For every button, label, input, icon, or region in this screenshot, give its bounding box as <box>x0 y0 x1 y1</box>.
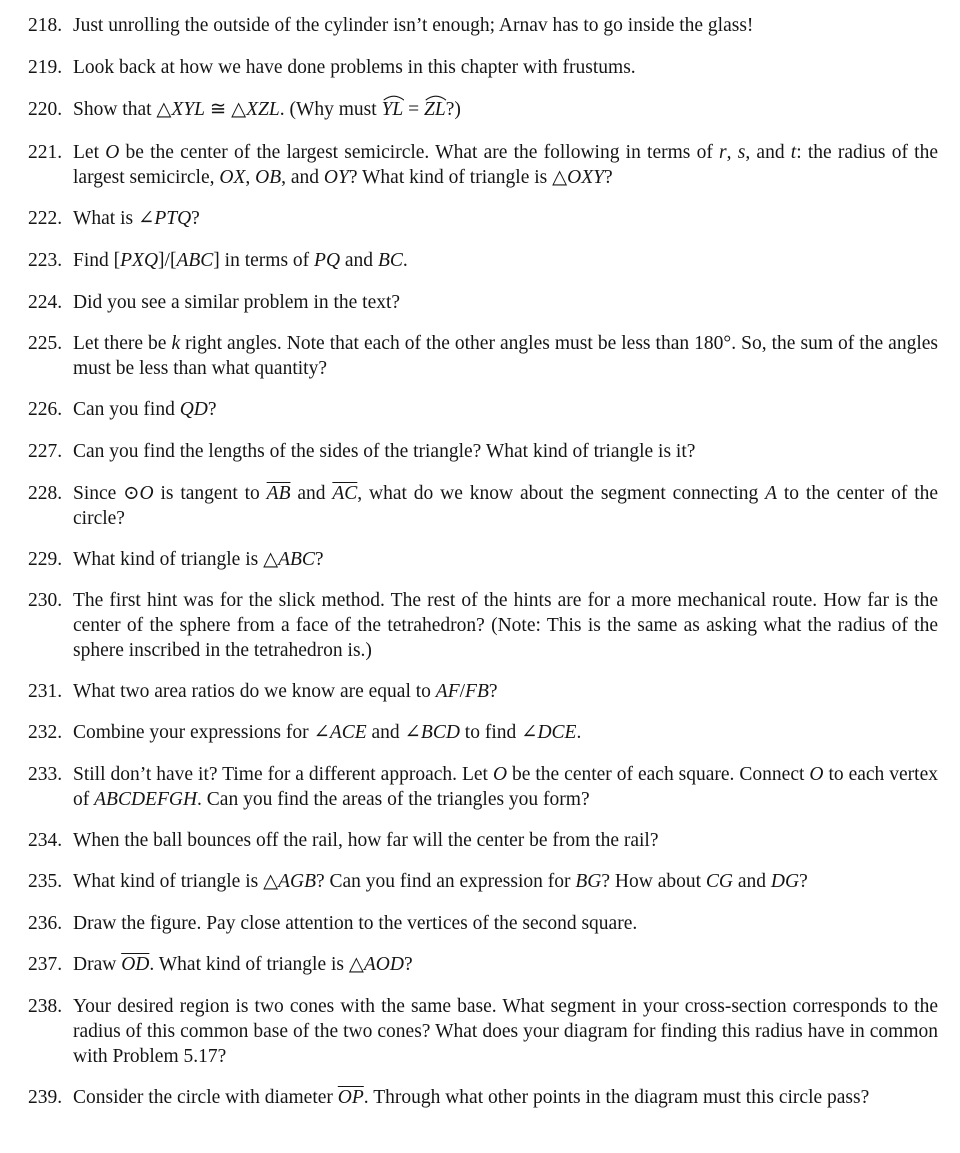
arc-label: YL <box>381 99 404 120</box>
hint-item <box>28 290 938 315</box>
text-run: Look back at how we have done problems in this chapter with frustums. <box>73 57 636 78</box>
hint-item <box>28 720 938 745</box>
hint-number: 236. <box>28 913 63 934</box>
math-symbol: DG <box>770 871 800 892</box>
math-symbol: ABC <box>176 250 214 271</box>
math-symbol: QD <box>179 399 208 420</box>
text-run: and <box>290 483 333 504</box>
text-run: Draw the figure. Pay close attention to the vertices of the second square. <box>73 913 638 934</box>
hint-number: 226. <box>28 399 63 420</box>
text-run: , and <box>281 167 324 188</box>
math-symbol: O <box>139 483 154 504</box>
hint-text <box>73 290 938 315</box>
hint-text <box>73 911 938 936</box>
hint-item <box>28 1085 938 1110</box>
text-run: Can you find the lengths of the sides of the triangle? What kind of triangle is it? <box>73 441 696 462</box>
math-symbol: s <box>737 142 746 163</box>
text-run: What kind of triangle is △ <box>73 871 279 892</box>
text-run: Consider the circle with diameter <box>73 1087 338 1108</box>
math-symbol: DCE <box>537 722 577 743</box>
text-run: Did you see a similar problem in the text? <box>73 292 401 313</box>
segment-symbol: $\overline{AC}$ <box>332 483 358 504</box>
hint-item <box>28 869 938 894</box>
text-run: Your desired region is two cones with the same base. What segment in your cross-section corresponds to the radius of this common base of the two cones? What does your diagram for finding this radius have in common with Problem 5.17? <box>73 996 938 1067</box>
text-run: Find [ <box>73 250 121 271</box>
text-run: . Can you find the areas of the triangles you form? <box>197 789 590 810</box>
hint-item <box>28 911 938 936</box>
hint-number: 220. <box>28 99 63 120</box>
hint-text <box>73 97 938 122</box>
hint-item <box>28 13 938 38</box>
math-symbol: BG <box>575 871 602 892</box>
hint-item <box>28 481 938 531</box>
hint-number: 227. <box>28 441 63 462</box>
text-run: and <box>733 871 771 892</box>
hint-number: 237. <box>28 954 63 975</box>
hint-text <box>73 331 938 381</box>
hint-number: 218. <box>28 15 63 36</box>
text-run: be the center of each square. Connect <box>507 764 810 785</box>
text-run: ? Can you find an expression for <box>315 871 576 892</box>
text-run: to each vertex of <box>73 764 938 810</box>
text-run: ?) <box>445 99 461 120</box>
text-run: : the radius of the largest semicircle, <box>73 142 939 188</box>
hint-text <box>73 952 938 977</box>
math-symbol: ABCDEFGH <box>94 789 198 810</box>
hint-text <box>73 397 938 422</box>
hint-item <box>28 206 938 231</box>
hint-text <box>73 994 938 1069</box>
hint-text <box>73 547 938 572</box>
math-symbol: ACE <box>329 722 367 743</box>
text-run: What kind of triangle is △ <box>73 549 279 570</box>
text-run: Let there be <box>73 333 172 354</box>
text-run: ? <box>314 549 324 570</box>
text-run: ? <box>191 208 200 229</box>
hint-text <box>73 762 938 812</box>
text-run: Show that △ <box>73 99 172 120</box>
text-run: . <box>576 722 582 743</box>
hint-text <box>73 439 938 464</box>
arc-mark <box>425 94 447 101</box>
math-symbol: PQ <box>314 250 341 271</box>
text-run: ? How about <box>601 871 706 892</box>
hint-text <box>73 140 938 190</box>
text-run: right angles. Note that each of the other angles must be less than 180°. So, the sum of the angles must be less than what quantity? <box>73 333 938 379</box>
hint-item <box>28 140 938 190</box>
math-symbol: O <box>492 764 508 785</box>
text-run: The first hint was for the slick method. The rest of the hints are for a more mechanical route. How far is the center of the sphere from a face of the tetrahedron? (Note: This is the same as asking what the radius of the sphere inscribed in the tetrahedron is.) <box>73 590 938 661</box>
arc-label: ZL <box>424 99 446 120</box>
text-run: What is ∠ <box>73 208 155 229</box>
math-symbol: BC <box>377 250 403 271</box>
text-run: , and <box>745 142 791 163</box>
hint-number: 219. <box>28 57 63 78</box>
hint-text <box>73 248 938 273</box>
math-symbol: XZL <box>246 99 280 120</box>
math-symbol: k <box>171 333 181 354</box>
hint-text <box>73 828 938 853</box>
math-symbol: AF <box>435 681 460 702</box>
text-run: Since ⊙ <box>73 483 140 504</box>
arc-symbol <box>382 97 404 122</box>
text-run: , <box>726 142 738 163</box>
text-run: What two area ratios do we know are equal to <box>73 681 436 702</box>
hint-text <box>73 13 938 38</box>
hint-text <box>73 481 938 531</box>
text-run: to the center of the circle? <box>73 483 939 529</box>
math-symbol: OX <box>219 167 246 188</box>
math-symbol: O <box>809 764 824 785</box>
hint-item <box>28 588 938 663</box>
text-run: to find ∠ <box>459 722 538 743</box>
hint-item <box>28 762 938 812</box>
segment-symbol: $\overline{AB}$ <box>266 483 291 504</box>
math-symbol: AGB <box>278 871 316 892</box>
math-symbol: OY <box>323 167 349 188</box>
hint-text <box>73 1085 938 1110</box>
hint-item <box>28 55 938 80</box>
hint-number: 222. <box>28 208 63 229</box>
hint-number: 224. <box>28 292 63 313</box>
hint-text <box>73 55 938 80</box>
text-run: = <box>403 99 425 120</box>
hint-number: 228. <box>28 483 63 504</box>
math-symbol: r <box>719 142 727 163</box>
hint-item <box>28 547 938 572</box>
math-symbol: OXY <box>567 167 604 188</box>
text-run: ] in terms of <box>213 250 315 271</box>
hint-number: 239. <box>28 1087 63 1108</box>
hint-number: 223. <box>28 250 63 271</box>
math-symbol: XYL <box>171 99 206 120</box>
hint-item <box>28 331 938 381</box>
text-run: Draw <box>73 954 122 975</box>
hint-item <box>28 248 938 273</box>
text-run: . What kind of triangle is △ <box>149 954 364 975</box>
text-run: ]/[ <box>158 250 177 271</box>
hint-item <box>28 397 938 422</box>
math-symbol: O <box>105 142 120 163</box>
text-run: and <box>340 250 378 271</box>
text-run: ≅ △ <box>205 99 247 120</box>
math-symbol: CG <box>705 871 734 892</box>
text-run: / <box>459 681 466 702</box>
text-run: Still don’t have it? Time for a different approach. Let <box>73 764 493 785</box>
text-run: Combine your expressions for ∠ <box>73 722 330 743</box>
math-symbol: OB <box>255 167 282 188</box>
hint-number: 229. <box>28 549 63 570</box>
hint-text <box>73 679 938 704</box>
math-symbol: ABC <box>278 549 315 570</box>
segment-symbol: $\overline{OP}$ <box>337 1087 364 1108</box>
text-run: ? What kind of triangle is △ <box>348 167 568 188</box>
hint-number: 232. <box>28 722 63 743</box>
hint-item <box>28 952 938 977</box>
arc-symbol <box>424 97 446 122</box>
hint-number: 235. <box>28 871 63 892</box>
text-run: is tangent to <box>153 483 267 504</box>
text-run: . <box>402 250 408 271</box>
hint-item <box>28 439 938 464</box>
hint-number: 238. <box>28 996 63 1017</box>
math-symbol: FB <box>465 681 489 702</box>
segment-symbol: $\overline{OD}$ <box>121 954 150 975</box>
hint-item <box>28 828 938 853</box>
text-run: ? <box>603 167 613 188</box>
arc-mark <box>383 94 405 101</box>
text-run: Let <box>73 142 106 163</box>
hint-text <box>73 720 938 745</box>
math-symbol: t <box>790 142 797 163</box>
hint-text <box>73 588 938 663</box>
text-run: Just unrolling the outside of the cylinder isn’t enough; Arnav has to go inside the glass! <box>73 15 754 36</box>
math-symbol: PXQ <box>120 250 159 271</box>
math-symbol: PTQ <box>154 208 192 229</box>
hint-number: 233. <box>28 764 63 785</box>
hint-text <box>73 869 938 894</box>
hint-item <box>28 97 938 122</box>
text-run: ? <box>207 399 217 420</box>
text-run: When the ball bounces off the rail, how far will the center be from the rail? <box>73 830 659 851</box>
math-symbol: A <box>765 483 778 504</box>
hint-number: 221. <box>28 142 63 163</box>
text-run: and ∠ <box>366 722 421 743</box>
text-run: , <box>245 167 256 188</box>
hint-number: 230. <box>28 590 63 611</box>
text-run: be the center of the largest semicircle. What are the following in terms of <box>119 142 720 163</box>
hint-number: 231. <box>28 681 63 702</box>
hint-text <box>73 206 938 231</box>
text-run: Can you find <box>73 399 180 420</box>
text-run: ? <box>403 954 413 975</box>
math-symbol: AOD <box>363 954 404 975</box>
text-run: ? <box>488 681 498 702</box>
text-run: ? <box>799 871 808 892</box>
text-run: . (Why must <box>279 99 382 120</box>
hint-number: 225. <box>28 333 63 354</box>
hint-item <box>28 994 938 1069</box>
math-symbol: BCD <box>420 722 460 743</box>
text-run: , what do we know about the segment connecting <box>357 483 766 504</box>
hint-number: 234. <box>28 830 63 851</box>
hint-item <box>28 679 938 704</box>
text-run: . Through what other points in the diagram must this circle pass? <box>363 1087 870 1108</box>
